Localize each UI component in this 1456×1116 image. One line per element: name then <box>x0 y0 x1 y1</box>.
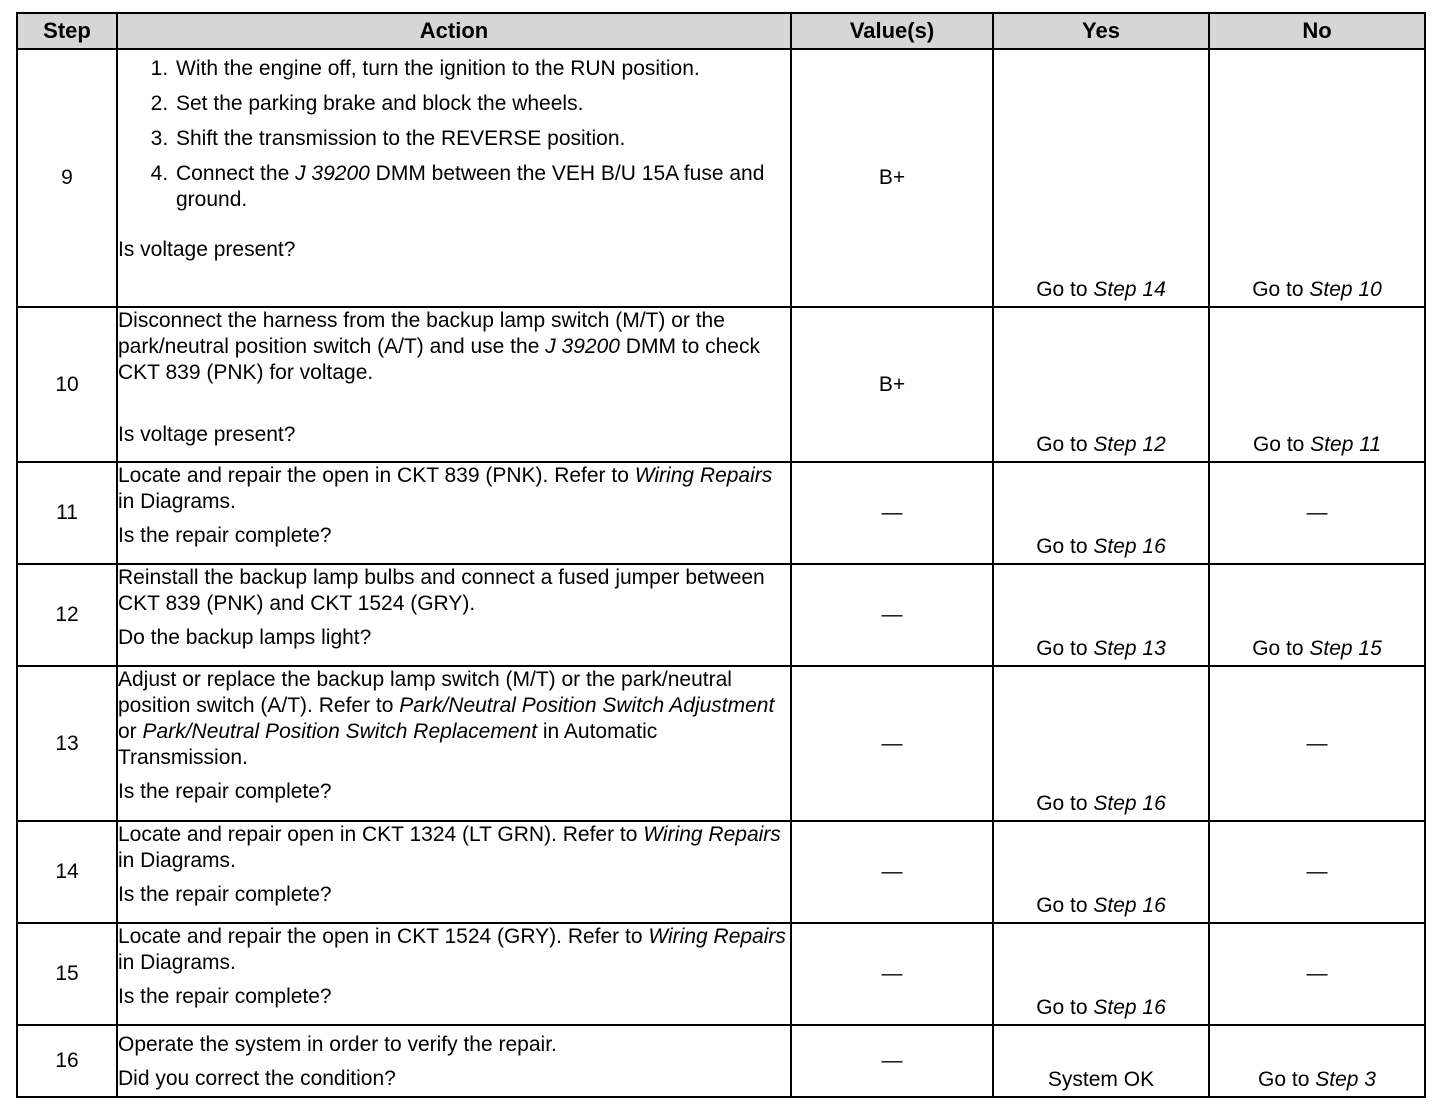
yes-step-link[interactable]: Step 16 <box>1093 535 1166 558</box>
no-text: Go to <box>1252 637 1310 660</box>
question-text: Is the repair complete? <box>118 883 332 906</box>
table-row <box>17 923 1425 1025</box>
question-text: Is voltage present? <box>118 423 296 446</box>
yes-step-link[interactable]: Step 16 <box>1093 996 1166 1019</box>
yes-cell <box>993 821 1209 923</box>
yes-text: Go to <box>1036 792 1094 815</box>
action-cell <box>117 564 791 666</box>
value-cell: B+ <box>791 49 993 307</box>
action-cell <box>117 462 791 564</box>
no-cell <box>1209 49 1425 307</box>
step-number: 16 <box>17 1025 117 1097</box>
value-cell: B+ <box>791 307 993 462</box>
tool-reference: J 39200 <box>545 335 620 358</box>
yes-text: Go to <box>1036 535 1094 558</box>
no-cell: — <box>1209 666 1425 821</box>
doc-reference: Wiring Repairs <box>634 464 773 487</box>
no-cell <box>1209 307 1425 462</box>
no-cell: — <box>1209 923 1425 1025</box>
header-no: No <box>1209 13 1425 49</box>
instruction-text <box>118 667 790 771</box>
list-item: 2. Set the parking brake and block the wheels. <box>174 91 790 117</box>
value-cell: — <box>791 923 993 1025</box>
question-text: Did you correct the condition? <box>118 1067 396 1090</box>
action-cell <box>117 49 791 307</box>
question-text: Is voltage present? <box>118 238 296 261</box>
no-cell <box>1209 564 1425 666</box>
step-number: 12 <box>17 564 117 666</box>
step-number: 9 <box>17 49 117 307</box>
no-text: Go to <box>1252 433 1311 456</box>
list-item <box>174 161 790 213</box>
yes-cell <box>993 1025 1209 1097</box>
step-number: 11 <box>17 462 117 564</box>
yes-cell <box>993 462 1209 564</box>
doc-reference: Park/Neutral Position Switch Adjustment <box>399 694 775 717</box>
no-step-link[interactable]: Step 10 <box>1309 278 1382 301</box>
instruction-text: Reinstall the backup lamp bulbs and connect a fused jumper between CKT 839 (PNK) and CKT 1524 (GRY). <box>118 566 765 615</box>
value-cell: — <box>791 564 993 666</box>
question-text: Is the repair complete? <box>118 524 332 547</box>
instruction-part: in Diagrams. <box>118 849 236 872</box>
table-row <box>17 666 1425 821</box>
yes-cell <box>993 666 1209 821</box>
yes-step-link[interactable]: Step 16 <box>1093 894 1166 917</box>
yes-cell <box>993 564 1209 666</box>
doc-reference: Wiring Repairs <box>643 823 781 846</box>
yes-step-link[interactable]: Step 13 <box>1093 637 1166 660</box>
question-text: Is the repair complete? <box>118 780 332 803</box>
no-step-link[interactable]: Step 15 <box>1309 637 1382 660</box>
header-step: Step <box>17 13 117 49</box>
yes-text: Go to <box>1036 278 1094 301</box>
instruction-part: in Diagrams. <box>118 951 236 974</box>
value-cell: — <box>791 666 993 821</box>
no-cell: — <box>1209 821 1425 923</box>
yes-text: Go to <box>1036 433 1094 456</box>
instruction-text <box>118 924 790 976</box>
diagnostic-table <box>16 12 1426 1098</box>
value-cell: — <box>791 821 993 923</box>
instruction-part: DMM to check CKT 839 (PNK) for voltage. <box>118 335 760 384</box>
instruction-text: DMM between the VEH B/U 15A fuse and ground. <box>176 162 765 211</box>
instruction-part: Locate and repair the open in CKT 839 (PNK). Refer to <box>118 464 635 487</box>
doc-reference: Wiring Repairs <box>648 925 786 948</box>
yes-text: Go to <box>1036 637 1094 660</box>
question-text: Is the repair complete? <box>118 985 332 1008</box>
action-cell <box>117 307 791 462</box>
header-action: Action <box>117 13 791 49</box>
no-cell <box>1209 1025 1425 1097</box>
step-number: 13 <box>17 666 117 821</box>
yes-cell <box>993 307 1209 462</box>
table-header-row <box>17 13 1425 49</box>
list-item: 1. With the engine off, turn the ignition to the RUN position. <box>174 56 790 82</box>
value-cell: — <box>791 462 993 564</box>
action-cell <box>117 666 791 821</box>
no-step-link[interactable]: Step 3 <box>1315 1068 1376 1091</box>
instruction-text <box>118 308 790 386</box>
no-text: Go to <box>1252 278 1310 301</box>
instruction-part: Disconnect the harness from the backup lamp switch (M/T) or the park/neutral position switch (A/T) and use the <box>118 309 725 358</box>
yes-step-link[interactable]: Step 14 <box>1093 278 1166 301</box>
yes-text: Go to <box>1036 996 1094 1019</box>
table-row <box>17 307 1425 462</box>
yes-step-link[interactable]: Step 12 <box>1093 433 1166 456</box>
question-text: Do the backup lamps light? <box>118 626 372 649</box>
step-number: 14 <box>17 821 117 923</box>
step-number: 15 <box>17 923 117 1025</box>
instruction-part: Locate and repair the open in CKT 1524 (GRY). Refer to <box>118 925 649 948</box>
action-cell <box>117 1025 791 1097</box>
yes-text: System OK <box>1047 1068 1155 1091</box>
instruction-text: Connect the <box>176 162 296 185</box>
yes-cell <box>993 49 1209 307</box>
instruction-text <box>118 463 790 515</box>
table-row <box>17 821 1425 923</box>
no-text: Go to <box>1258 1068 1316 1091</box>
instruction-text <box>118 822 790 874</box>
instruction-part: or <box>118 720 143 743</box>
list-item: 3. Shift the transmission to the REVERSE position. <box>174 126 790 152</box>
doc-reference: Park/Neutral Position Switch Replacement <box>142 720 538 743</box>
tool-reference: J 39200 <box>295 162 370 185</box>
instruction-text: Operate the system in order to verify the repair. <box>118 1033 557 1056</box>
step-number: 10 <box>17 307 117 462</box>
yes-cell <box>993 923 1209 1025</box>
action-cell <box>117 821 791 923</box>
value-cell: — <box>791 1025 993 1097</box>
instruction-part: in Diagrams. <box>118 490 236 513</box>
instruction-list <box>118 56 790 213</box>
table-row <box>17 49 1425 307</box>
instruction-part: Locate and repair open in CKT 1324 (LT GRN). Refer to <box>118 823 644 846</box>
instruction-part: in Automatic Transmission. <box>118 720 658 769</box>
instruction-part: Adjust or replace the backup lamp switch (M/T) or the park/neutral position switch (A/T). Refer to <box>118 668 732 717</box>
action-cell <box>117 923 791 1025</box>
no-cell: — <box>1209 462 1425 564</box>
header-yes: Yes <box>993 13 1209 49</box>
yes-step-link[interactable]: Step 16 <box>1093 792 1166 815</box>
yes-text: Go to <box>1036 894 1094 917</box>
table-row <box>17 564 1425 666</box>
no-step-link[interactable]: Step 11 <box>1310 433 1382 456</box>
table-row <box>17 462 1425 564</box>
header-values: Value(s) <box>791 13 993 49</box>
table-row <box>17 1025 1425 1097</box>
